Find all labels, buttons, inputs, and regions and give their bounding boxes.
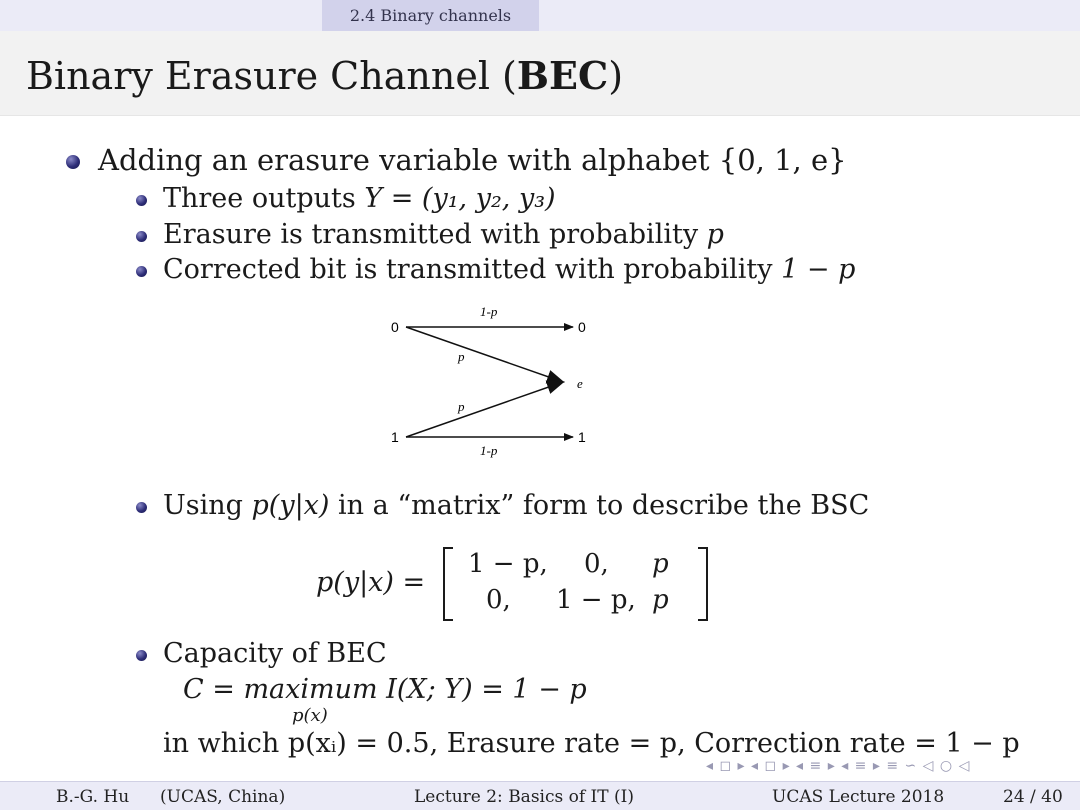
matrix-left-bracket — [443, 547, 453, 621]
sub-bullet-math: p — [706, 219, 724, 250]
sub-bullet-erasure-probability — [163, 219, 724, 250]
capacity-subscript: p(x) — [292, 705, 328, 726]
matrix-r1c3: p — [652, 549, 669, 579]
edge-0-to-e — [406, 327, 563, 382]
sub-bullet-corrected-probability — [163, 254, 855, 285]
input-0-label: 0 — [391, 319, 399, 335]
footer-author: B.-G. Hu — [56, 787, 130, 807]
sub-bullet-text: Corrected bit is transmitted with probability — [163, 254, 782, 285]
capacity-note: in which p(xᵢ) = 0.5, Erasure rate = p, Correction rate = 1 − p — [163, 728, 1020, 759]
sub-bullet-math: Y = (y₁, y₂, y₃) — [364, 183, 556, 214]
footer-affiliation: (UCAS, China) — [160, 787, 286, 807]
matrix-r2c2: 1 − p, — [556, 585, 636, 615]
capacity-equation: C = maximum I(X; Y) = 1 − p — [183, 674, 587, 705]
footer-bar — [0, 781, 1080, 810]
section-nav-bar — [0, 0, 1080, 31]
beamer-navigation-icons[interactable]: ◂ ◻ ▸ ◂ ◻ ▸ ◂ ≡ ▸ ◂ ≡ ▸ ≡ ∽ ◁ ○ ◁ — [706, 758, 971, 774]
title-bar — [0, 31, 1080, 116]
bullet-capacity: Capacity of BEC — [163, 638, 387, 669]
input-1-label: 1 — [391, 429, 399, 445]
output-0-label: 0 — [578, 319, 586, 335]
footer-page-number: 24 / 40 — [1003, 787, 1063, 807]
footer-lecture-title: Lecture 2: Basics of IT (I) — [414, 787, 634, 807]
output-1-label: 1 — [578, 429, 586, 445]
slide-title-suffix: ) — [608, 54, 624, 98]
bullet-text: in a “matrix” form to describe the BSC — [329, 490, 870, 521]
matrix-r2c3: p — [652, 585, 669, 615]
bullet-text: Using — [163, 490, 252, 521]
matrix-lhs: p(y|x) = — [316, 567, 426, 598]
output-e-label: e — [577, 376, 583, 391]
matrix-r1c2: 0, — [584, 549, 609, 579]
edge-label-bottom: 1-p — [480, 443, 498, 458]
edge-label-top: 1-p — [480, 304, 498, 319]
slide-title — [26, 53, 623, 98]
bullet-icon — [136, 231, 147, 242]
bullet-erasure-variable: Adding an erasure variable with alphabet {0, 1, e} — [98, 143, 847, 177]
edge-1-to-e — [406, 382, 563, 437]
section-tab-label: 2.4 Binary channels — [349, 6, 512, 25]
bullet-math: p(y|x) — [251, 490, 330, 521]
slide-title-prefix: Binary Erasure Channel ( — [26, 54, 517, 98]
matrix-r1c1: 1 − p, — [468, 549, 548, 579]
edge-label-p-lower: p — [458, 399, 465, 414]
matrix-right-bracket — [698, 547, 708, 621]
bec-channel-diagram — [380, 300, 610, 465]
bullet-icon — [66, 155, 80, 169]
sub-bullet-text: Erasure is transmitted with probability — [163, 219, 707, 250]
sub-bullet-three-outputs — [163, 183, 556, 214]
bullet-icon — [136, 650, 147, 661]
edge-label-p-upper: p — [458, 349, 465, 364]
matrix-r2c1: 0, — [486, 585, 511, 615]
sub-bullet-text: Three outputs — [163, 183, 365, 214]
bullet-icon — [136, 502, 147, 513]
slide-title-bold: BEC — [516, 53, 609, 98]
bullet-icon — [136, 266, 147, 277]
sub-bullet-math: 1 − p — [781, 254, 856, 285]
bullet-matrix-form — [163, 490, 869, 521]
bullet-icon — [136, 195, 147, 206]
footer-event: UCAS Lecture 2018 — [772, 787, 945, 807]
section-tab-current[interactable] — [322, 0, 539, 31]
